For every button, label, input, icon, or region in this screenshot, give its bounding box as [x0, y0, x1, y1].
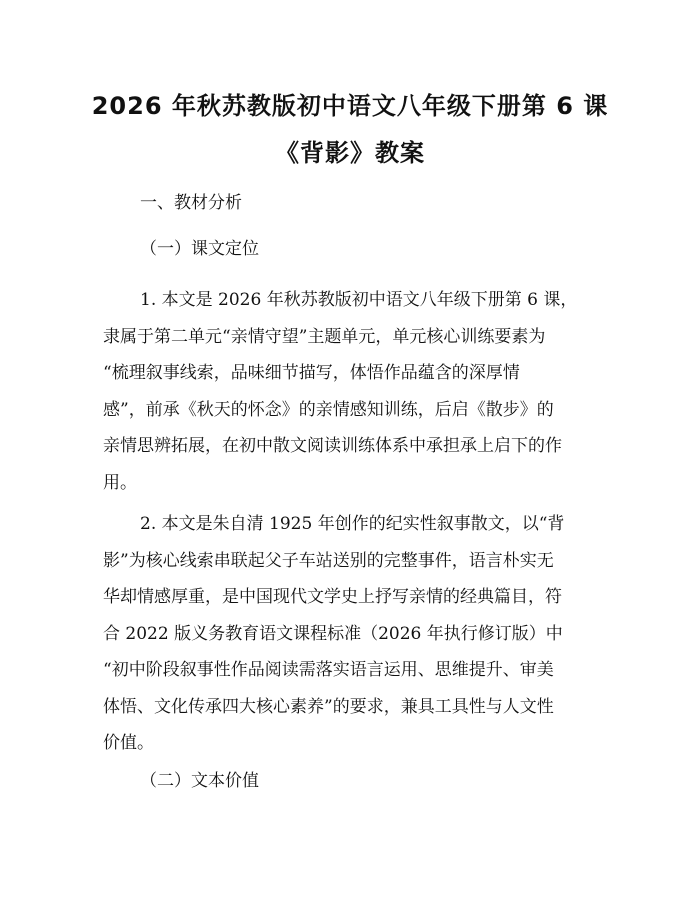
subsection-heading-text-value: （二）文本价值 — [140, 771, 259, 791]
paragraph-line: 价值。 — [103, 733, 154, 753]
paragraph-line: 感”，前承《秋天的怀念》的亲情感知训练，后启《散步》的 — [103, 399, 554, 420]
paragraph-line: 体悟、文化传承四大核心素养”的要求，兼具工具性与人文性 — [103, 696, 554, 717]
paragraph-line: “梳理叙事线索，品味细节描写，体悟作品蕴含的深厚情 — [103, 363, 520, 383]
paragraph-line: 隶属于第二单元“亲情守望”主题单元，单元核心训练要素为 — [103, 326, 546, 347]
paragraph-line: 1. 本文是 2026 年秋苏教版初中语文八年级下册第 6 课， — [140, 290, 578, 310]
paragraph-lesson-positioning — [103, 282, 603, 501]
paragraph-line: “初中阶段叙事性作品阅读需落实语言运用、思维提升、审美 — [103, 660, 554, 680]
paragraph-line: 合 2022 版义务教育语文课程标准（2026 年执行修订版）中 — [103, 623, 563, 644]
document-title-line-1: 2026 年秋苏教版初中语文八年级下册第 6 课 — [91, 92, 609, 120]
paragraph-line: 用。 — [103, 472, 137, 493]
paragraph-line: 华却情感厚重，是中国现代文学史上抒写亲情的经典篇目，符 — [103, 587, 562, 607]
document-title-line-2: 《背影》教案 — [275, 139, 425, 167]
paragraph-line: 2. 本文是朱自清 1925 年创作的纪实性叙事散文，以“背 — [140, 514, 565, 534]
section-heading-teaching-material-analysis: 一、教材分析 — [140, 193, 242, 213]
subsection-heading-lesson-positioning: （一）课文定位 — [140, 239, 259, 259]
paragraph-line: 影”为核心线索串联起父子车站送别的完整事件，语言朴实无 — [103, 550, 554, 571]
paragraph-text-background — [103, 506, 603, 762]
paragraph-line: 亲情思辨拓展，在初中散文阅读训练体系中承担承上启下的作 — [103, 436, 562, 456]
